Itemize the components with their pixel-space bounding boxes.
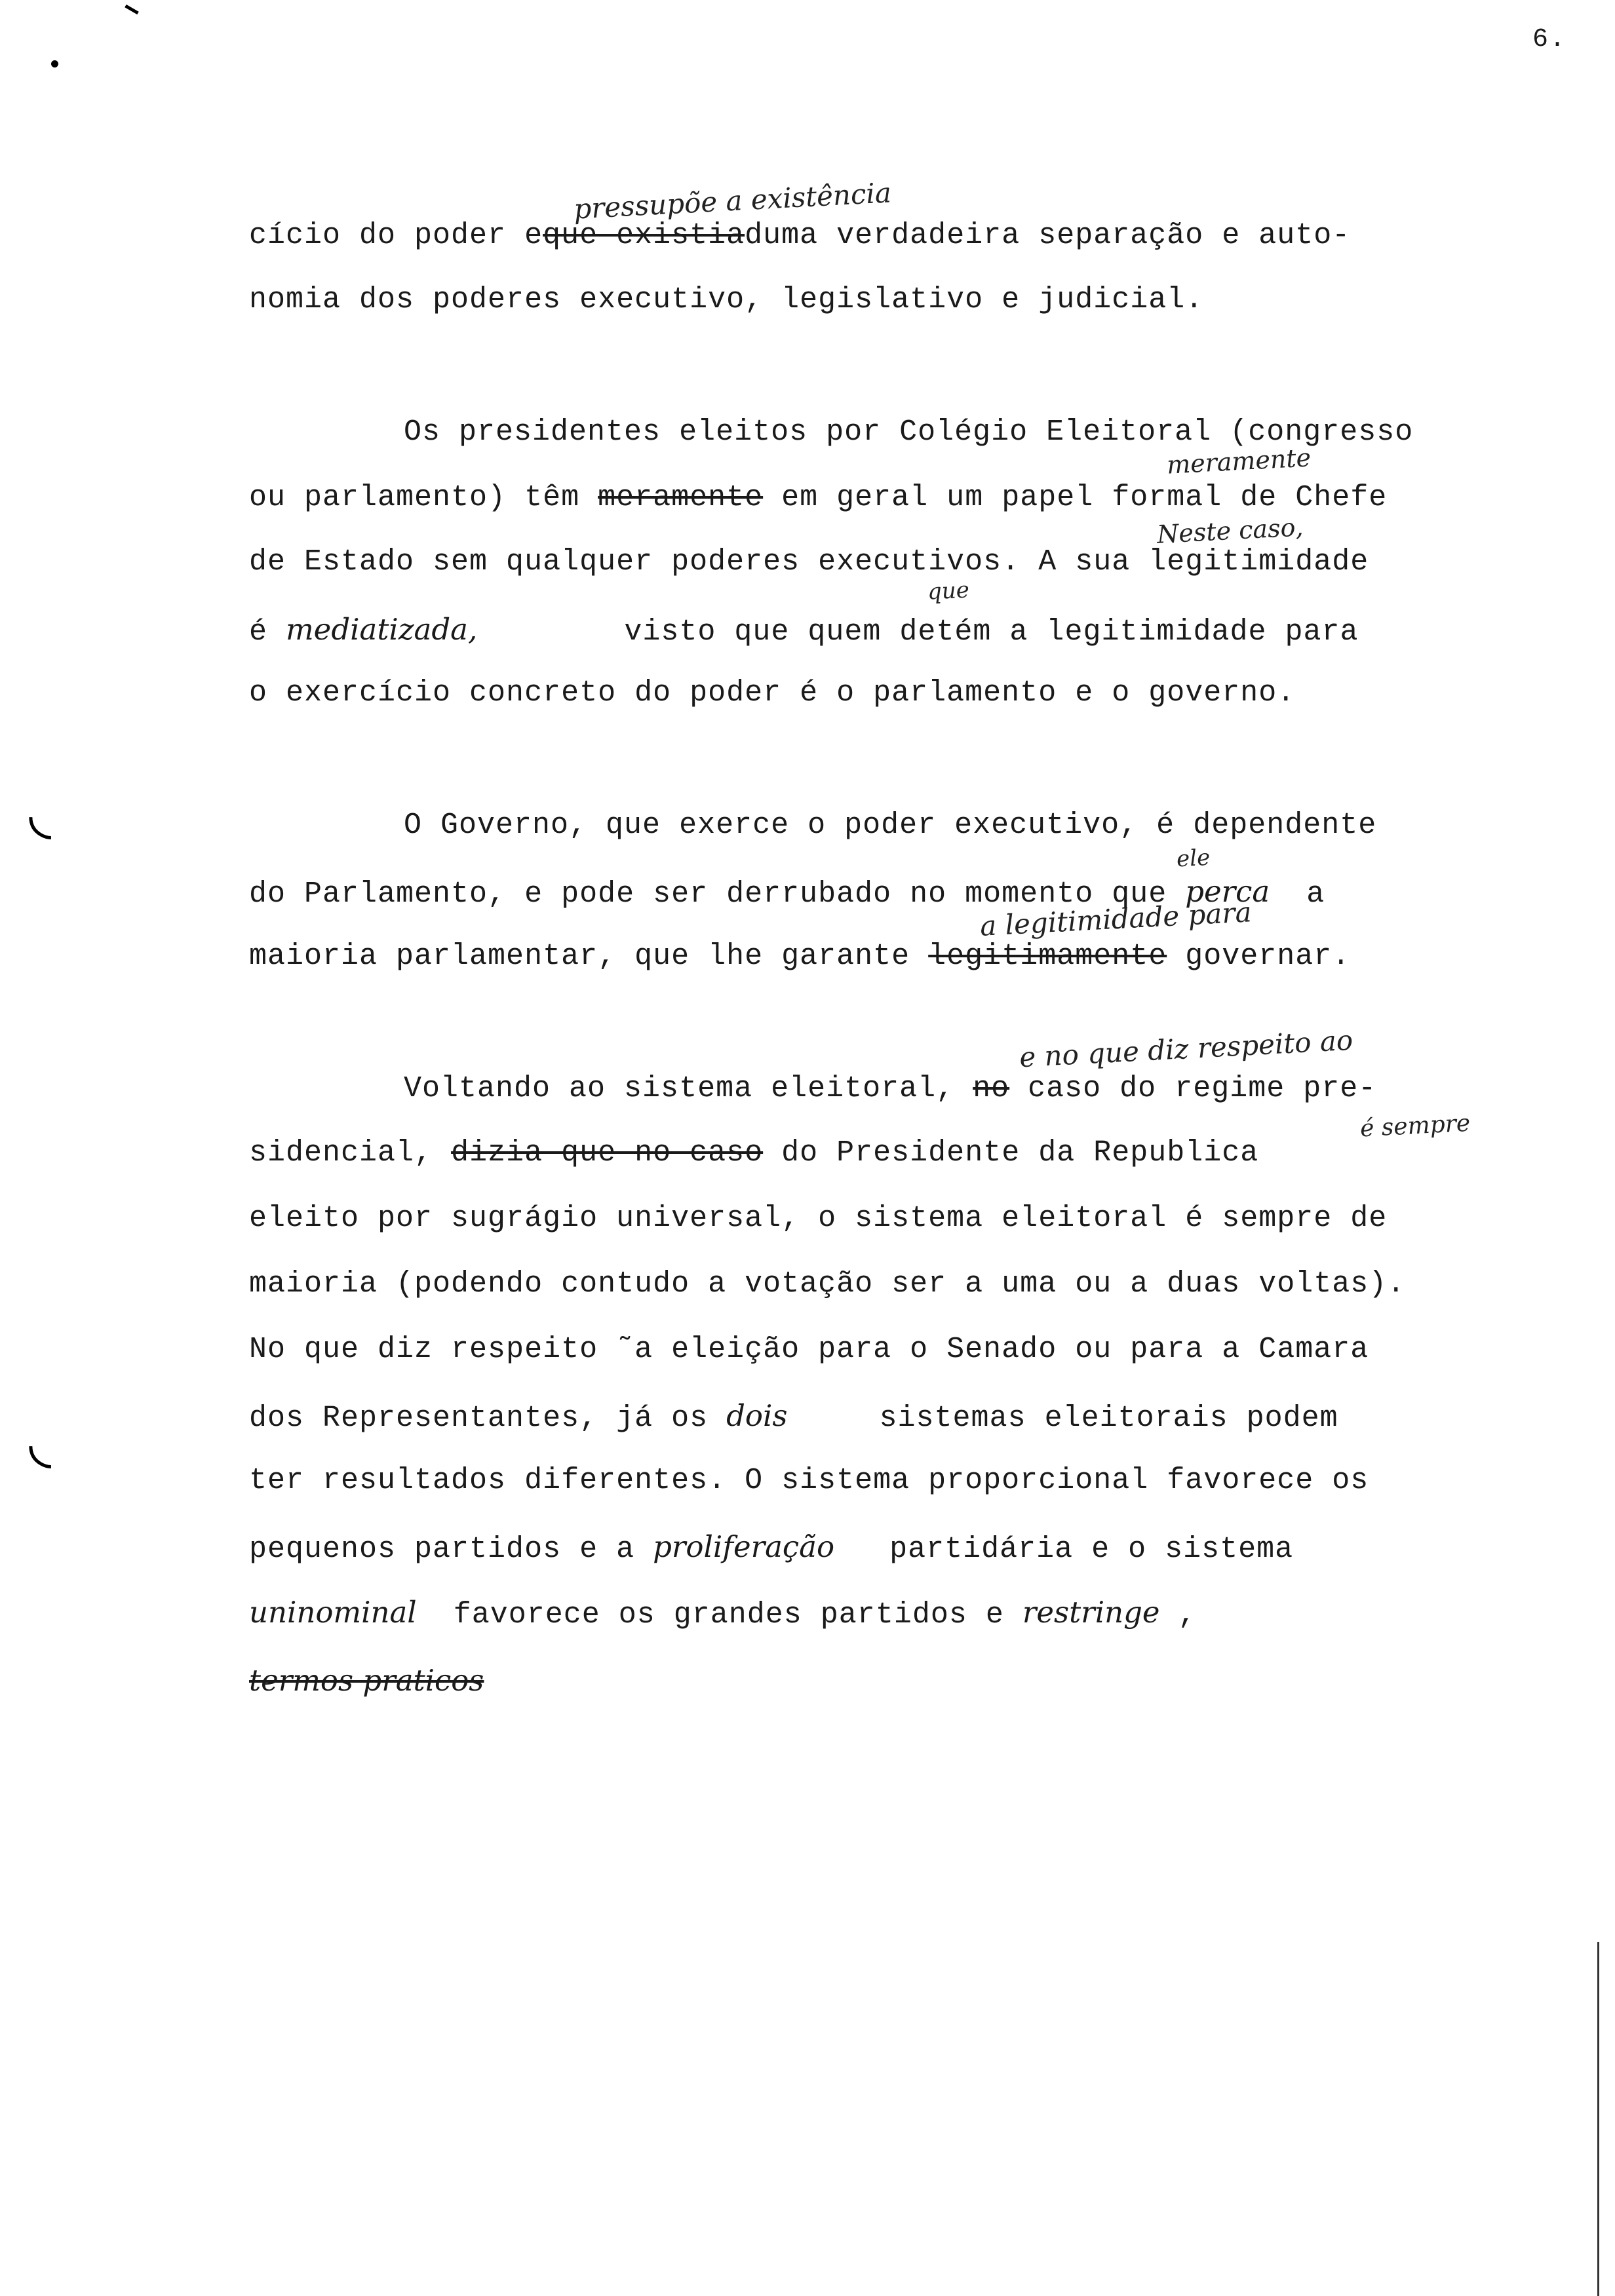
margin-crescent-mark: ◟ (29, 1407, 52, 1475)
margin-mark-top-tick (125, 5, 139, 14)
text-segment: governar. (1167, 940, 1351, 973)
annotation: é sempre (1359, 1109, 1471, 1143)
text-segment: do Parlamento, e pode ser derrubado no momento que (249, 877, 1186, 911)
strikethrough-text: legitimamente (928, 940, 1167, 973)
text-line (404, 1072, 1376, 1105)
strikethrough-text: que existia (543, 219, 745, 252)
handwritten-text: proliferação (653, 1529, 835, 1564)
text-segment: sistemas eleitorais podem (787, 1402, 1338, 1435)
text-line: de Estado sem qualquer poderes executivos. A sua legitimidade (249, 545, 1369, 579)
text-segment: sidencial, (249, 1136, 452, 1170)
annotation: meramente (1165, 443, 1312, 480)
text-segment: em geral um papel formal de Chefe (763, 481, 1388, 514)
handwritten-text: restringe (1022, 1595, 1160, 1630)
text-line (249, 612, 1359, 649)
text-line (249, 1529, 1293, 1566)
text-segment: , (1159, 1598, 1197, 1632)
text-line (249, 1663, 484, 1700)
text-line: No que diz respeito ˜a eleição para o Senado ou para a Camara (249, 1333, 1369, 1366)
handwritten-text: perca (1185, 874, 1270, 909)
text-line: ter resultados diferentes. O sistema proporcional favorece os (249, 1464, 1369, 1497)
text-line: eleito por sugrágio universal, o sistema eleitoral é sempre de (249, 1202, 1388, 1235)
page-number: 6. (1532, 25, 1567, 54)
strikethrough-handwritten-text: termos praticos (249, 1663, 484, 1698)
text-segment: partidária e o sistema (834, 1533, 1294, 1566)
text-line (249, 219, 1350, 252)
handwritten-text: mediatizada, (286, 612, 478, 647)
annotation: que (926, 577, 970, 605)
text-line (249, 1398, 1338, 1435)
annotation: Neste caso, (1156, 512, 1304, 549)
text-segment: a (1270, 877, 1325, 911)
text-segment: pequenos partidos e a (249, 1533, 653, 1566)
text-line: maioria (podendo contudo a votação ser a uma ou a duas voltas). (249, 1267, 1406, 1301)
text-segment: é (249, 615, 286, 649)
annotation: ele (1175, 844, 1211, 873)
annotation: e no que diz respeito ao (1019, 1024, 1354, 1074)
text-line (249, 940, 1350, 973)
page-edge-line (1597, 1942, 1599, 2296)
text-segment: Voltando ao sistema eleitoral, (404, 1072, 973, 1105)
text-line (249, 874, 1325, 911)
text-line (249, 481, 1387, 514)
handwritten-text: dois (726, 1398, 788, 1433)
text-segment: maioria parlamentar, que lhe garante (249, 940, 929, 973)
text-segment: cício do poder e (249, 219, 543, 252)
text-line (249, 1595, 1197, 1632)
text-segment: visto que quem detém a legitimidade para (477, 615, 1359, 649)
text-line: o exercício concreto do poder é o parlamento e o governo. (249, 676, 1296, 710)
strikethrough-text: no (973, 1072, 1010, 1105)
text-segment: ou parlamento) têm (249, 481, 598, 514)
text-segment: duma verdadeira separação e auto- (745, 219, 1351, 252)
annotation: a legitimidade para (979, 896, 1253, 942)
annotation: pressupõe a existência (573, 176, 893, 225)
text-line: O Governo, que exerce o poder executivo, é dependente (404, 809, 1377, 842)
handwritten-text: uninominal (249, 1595, 417, 1630)
text-segment: do Presidente da Republica (763, 1136, 1259, 1170)
text-line (249, 1136, 1258, 1170)
text-segment: dos Representantes, já os (249, 1402, 727, 1435)
strikethrough-text: meramente (598, 481, 764, 514)
text-segment: caso do regime pre- (1009, 1072, 1377, 1105)
margin-mark-top-dot (51, 60, 58, 67)
text-line: nomia dos poderes executivo, legislativo e judicial. (249, 283, 1204, 316)
margin-crescent-mark: ◟ (29, 778, 52, 846)
text-segment: favorece os grandes partidos e (416, 1598, 1022, 1632)
strikethrough-text: dizia que no caso (451, 1136, 764, 1170)
text-line: Os presidentes eleitos por Colégio Eleitoral (congresso (404, 415, 1414, 449)
